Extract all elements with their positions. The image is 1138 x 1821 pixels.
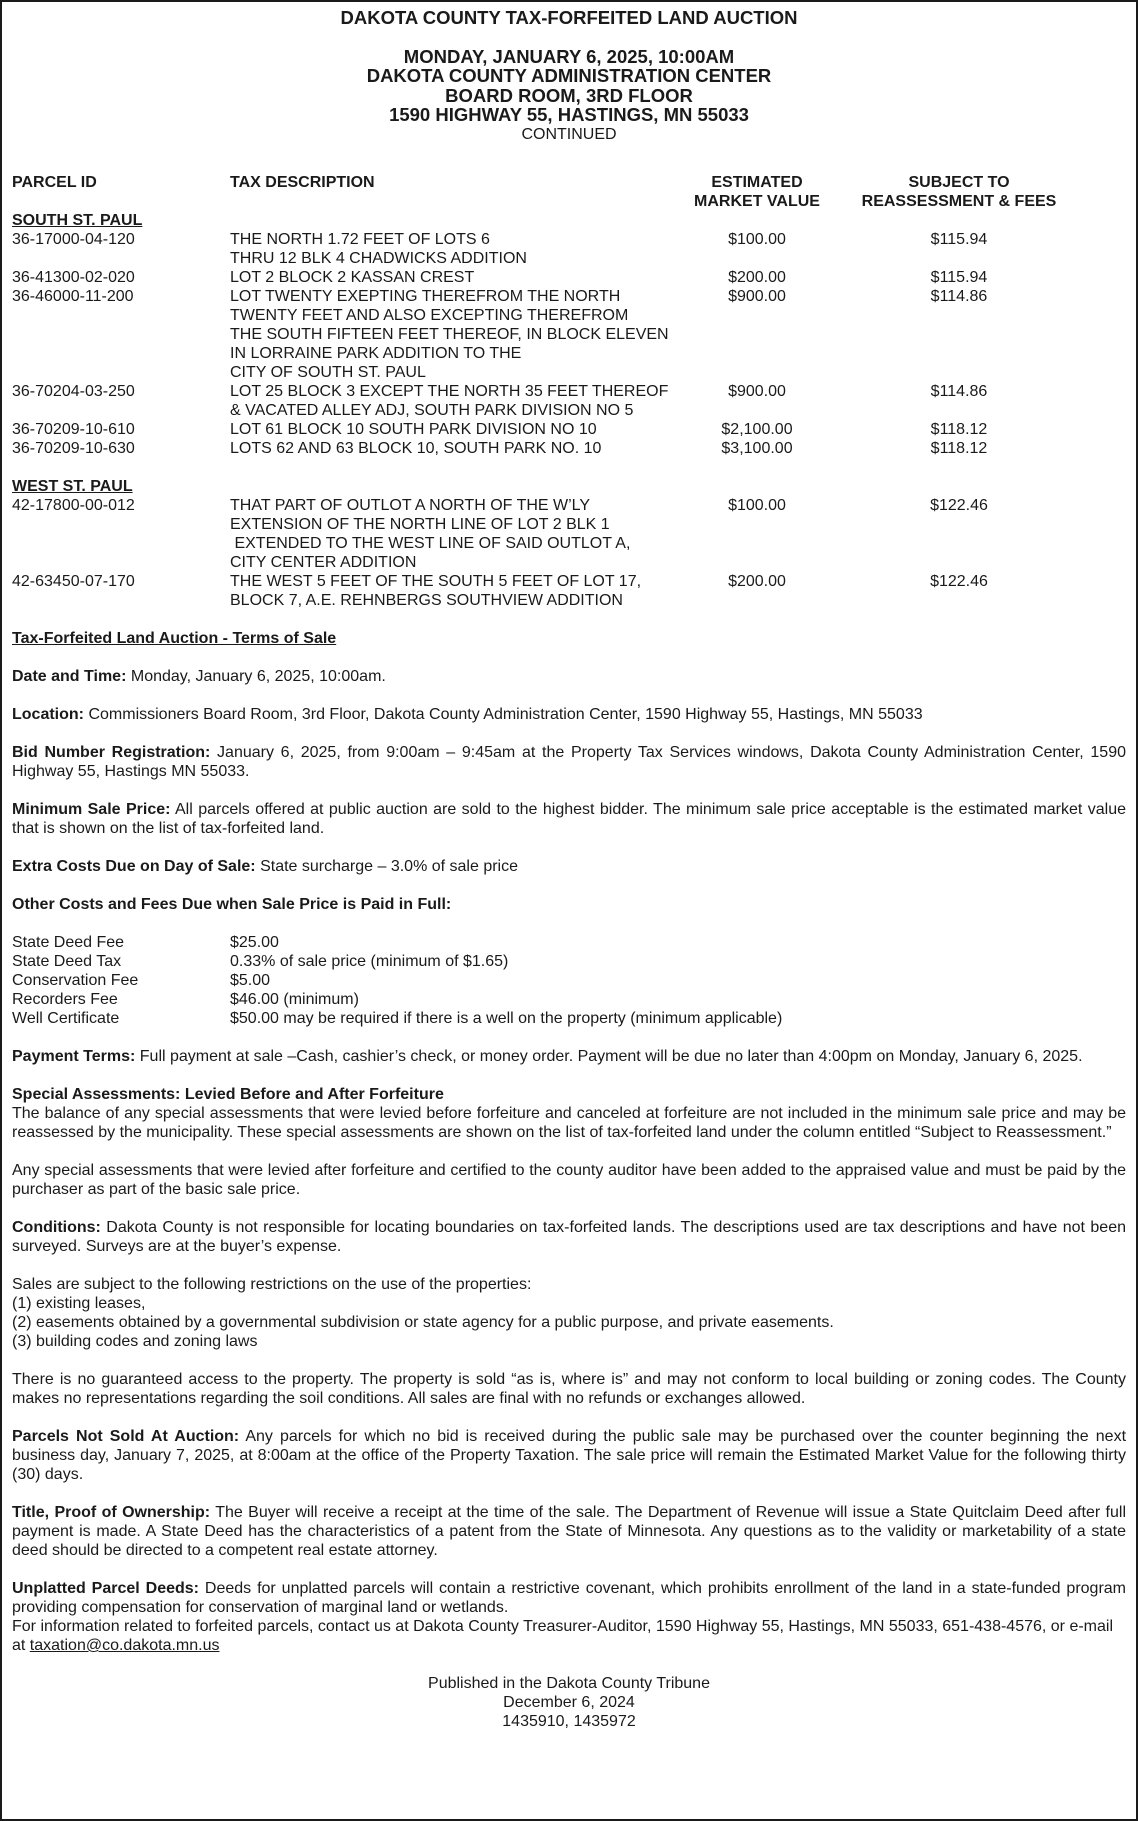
terms-minimum-price [12, 800, 1126, 838]
auction-date: MONDAY, JANUARY 6, 2025, 10:00AM [403, 45, 735, 67]
list-item: (2) easements obtained by a governmental subdivision or state agency for a public purpose, and private easements. [12, 1314, 834, 1331]
parcel-description: LOTS 62 AND 63 BLOCK 10, SOUTH PARK NO. 10 [230, 440, 602, 457]
terms-title-ownership [12, 1503, 1126, 1560]
fee-amount: $25.00 [230, 934, 279, 951]
contact-block [12, 1617, 1126, 1655]
parcel-value: $2,100.00 [721, 421, 793, 438]
col-reassessment: SUBJECT TO REASSESSMENT & FEES [861, 174, 1057, 210]
extra-costs-text: State surcharge – 3.0% of sale price [260, 858, 518, 875]
parcel-value: $200.00 [728, 269, 786, 286]
contact-email-link[interactable]: taxation@co.dakota.mn.us [29, 1637, 220, 1654]
fee-amount: $46.00 (minimum) [230, 991, 359, 1008]
extra-costs-label: Extra Costs Due on Day of Sale: [12, 858, 256, 875]
parcel-fees: $115.94 [930, 231, 988, 248]
parcel-fees: $118.12 [930, 440, 988, 457]
other-costs-label: Other Costs and Fees Due when Sale Price is Paid in Full: [12, 896, 452, 913]
terms-heading: Tax-Forfeited Land Auction - Terms of Sale [12, 630, 337, 647]
parcel-fees: $122.46 [930, 573, 988, 590]
parcel-value: $200.00 [728, 573, 786, 590]
parcel-fees: $118.12 [930, 421, 988, 438]
col-tax-description: TAX DESCRIPTION [230, 174, 375, 191]
terms-special-assessments [12, 1085, 1126, 1142]
parcel-fees: $114.86 [930, 288, 988, 305]
col-parcel-id: PARCEL ID [12, 174, 97, 191]
unplatted-label: Unplatted Parcel Deeds: [12, 1580, 199, 1597]
location-label: Location: [12, 706, 84, 723]
parcel-description: THAT PART OF OUTLOT A NORTH OF THE W’LY EXTENSION OF THE NORTH LINE OF LOT 2 BLK 1 EXTENDED TO THE WEST LINE OF SAID OUTLOT A, CITY CENTER ADDITION [230, 497, 631, 571]
fee-amount: $5.00 [230, 972, 271, 989]
restrictions-block [12, 1275, 1126, 1351]
auction-address: 1590 HIGHWAY 55, HASTINGS, MN 55033 [389, 104, 749, 125]
terms-location [12, 705, 1126, 724]
special-text-1: The balance of any special assessments that were levied before forfeiture and canceled at forfeiture are not included in the minimum sale price and may be reassessed by the municipality. These special assessments are shown on the list of tax-forfeited land under the column entitled “Subject to Reassessment.” [12, 1105, 1126, 1141]
parcel-fees: $122.46 [930, 497, 988, 514]
terms-not-sold [12, 1427, 1126, 1484]
list-item: (1) existing leases, [12, 1295, 146, 1312]
parcel-id: 36-41300-02-020 [12, 269, 135, 286]
fee-name: Recorders Fee [12, 991, 118, 1008]
terms-conditions [12, 1218, 1126, 1256]
parcel-value: $900.00 [728, 288, 786, 305]
notice-header [12, 8, 1126, 144]
list-item [12, 952, 1126, 971]
parcel-description: THE NORTH 1.72 FEET OF LOTS 6 THRU 12 BLK 4 CHADWICKS ADDITION [230, 231, 527, 267]
restrictions-intro: Sales are subject to the following restrictions on the use of the properties: [12, 1276, 532, 1293]
parcel-section [12, 211, 1126, 458]
table-row [12, 382, 1126, 420]
not-sold-label: Parcels Not Sold At Auction: [12, 1428, 240, 1445]
fee-amount: $50.00 may be required if there is a well on the property (minimum applicable) [230, 1010, 783, 1027]
payment-text: Full payment at sale –Cash, cashier’s check, or money order. Payment will be due no later than 4:00pm on Monday, January 6, 2025. [139, 1048, 1083, 1065]
fee-name: State Deed Fee [12, 934, 125, 951]
bid-text: January 6, 2025, from 9:00am – 9:45am at the Property Tax Services windows, Dakota County Administration Center, 1590 Highway 55, Hastings MN 55033. [12, 744, 1126, 780]
parcel-value: $100.00 [728, 231, 786, 248]
conditions-label: Conditions: [12, 1219, 101, 1236]
parcel-description: LOT 25 BLOCK 3 EXCEPT THE NORTH 35 FEET THEREOF & VACATED ALLEY ADJ, SOUTH PARK DIVISION NO 5 [230, 383, 669, 419]
col-market-value: ESTIMATED MARKET VALUE [694, 174, 820, 210]
published-date: December 6, 2024 [503, 1694, 635, 1711]
parcel-value: $3,100.00 [721, 440, 793, 457]
fee-name: Conservation Fee [12, 972, 139, 989]
parcel-value: $900.00 [728, 383, 786, 400]
contact-text: For information related to forfeited parcels, contact us at Dakota County Treasurer-Auditor, 1590 Highway 55, Hastings, MN 55033, 651-438-4576, or e-mail at [12, 1618, 1114, 1654]
table-row [12, 439, 1126, 458]
terms-unplatted [12, 1579, 1126, 1655]
unplatted-text: Deeds for unplatted parcels will contain a restrictive covenant, which prohibits enrollment of the land in a state-funded program providing compensation for conservation of marginal land or wetlands. [12, 1580, 1127, 1616]
list-item [12, 971, 1126, 990]
auction-room: BOARD ROOM, 3RD FLOOR [445, 84, 693, 106]
parcel-id: 36-17000-04-120 [12, 231, 135, 248]
payment-label: Payment Terms: [12, 1048, 136, 1065]
section-name: SOUTH ST. PAUL [12, 212, 143, 229]
bid-label: Bid Number Registration: [12, 744, 211, 761]
parcel-id: 36-70204-03-250 [12, 383, 135, 400]
publication-footer [12, 1674, 1126, 1731]
table-row [12, 230, 1126, 268]
list-item [12, 933, 1126, 952]
parcel-id: 42-17800-00-012 [12, 497, 135, 514]
terms-extra-costs [12, 857, 1126, 876]
publication-ids: 1435910, 1435972 [502, 1713, 636, 1730]
table-row [12, 420, 1126, 439]
fee-name: State Deed Tax [12, 953, 122, 970]
fee-list [12, 933, 1126, 1028]
parcel-id: 36-70209-10-630 [12, 440, 135, 457]
fee-name: Well Certificate [12, 1010, 120, 1027]
table-row [12, 496, 1126, 572]
parcel-id: 36-46000-11-200 [12, 288, 134, 305]
location-text: Commissioners Board Room, 3rd Floor, Dakota County Administration Center, 1590 Highway 55, Hastings, MN 55033 [88, 706, 923, 723]
table-row [12, 572, 1126, 610]
notice-title: DAKOTA COUNTY TAX-FORFEITED LAND AUCTION [340, 7, 798, 28]
title-text: The Buyer will receive a receipt at the time of the sale. The Department of Revenue will issue a State Quitclaim Deed after full payment is made. A State Deed has the characteristics of a patent from the State of Minnesota. Any questions as to the validity or marketability of a state deed should be directed to a competent real estate attorney. [12, 1504, 1127, 1559]
parcel-table-header [12, 173, 1126, 211]
not-sold-text: Any parcels for which no bid is received during the public sale may be purchased over the counter beginning the next business day, January 7, 2025, at 8:00am at the office of the Property Taxation. The sale price will remain the Estimated Market Value for the following thirty (30) days. [12, 1428, 1127, 1483]
parcel-fees: $114.86 [930, 383, 988, 400]
table-row [12, 287, 1126, 382]
auction-venue: DAKOTA COUNTY ADMINISTRATION CENTER [366, 65, 772, 86]
special-text-2: Any special assessments that were levied after forfeiture and certified to the county auditor have been added to the appraised value and must be paid by the purchaser as part of the basic sale price. [12, 1162, 1126, 1198]
parcel-description: LOT TWENTY EXEPTING THEREFROM THE NORTH TWENTY FEET AND ALSO EXCEPTING THEREFROM THE SOUTH FIFTEEN FEET THEREOF, IN BLOCK ELEVEN IN LORRAINE PARK ADDITION TO THE CITY OF SOUTH ST. PAUL [230, 288, 669, 381]
conditions-text: Dakota County is not responsible for locating boundaries on tax-forfeited lands. The descriptions used are tax descriptions and have not been surveyed. Surveys are at the buyer’s expense. [12, 1219, 1126, 1255]
special-label: Special Assessments: Levied Before and After Forfeiture [12, 1086, 444, 1103]
terms-date-time [12, 667, 1126, 686]
published-in: Published in the Dakota County Tribune [428, 1675, 710, 1692]
parcel-fees: $115.94 [930, 269, 988, 286]
parcel-value: $100.00 [728, 497, 786, 514]
parcel-section [12, 477, 1126, 610]
parcel-description: LOT 2 BLOCK 2 KASSAN CREST [230, 269, 475, 286]
list-item: (3) building codes and zoning laws [12, 1333, 258, 1350]
table-row [12, 268, 1126, 287]
section-name: WEST ST. PAUL [12, 478, 133, 495]
list-item [12, 990, 1126, 1009]
terms-payment [12, 1047, 1126, 1066]
list-item [12, 1009, 1126, 1028]
continued-label: CONTINUED [521, 125, 617, 143]
min-price-label: Minimum Sale Price: [12, 801, 171, 818]
date-time-label: Date and Time: [12, 668, 127, 685]
title-label: Title, Proof of Ownership: [12, 1504, 211, 1521]
fee-amount: 0.33% of sale price (minimum of $1.65) [230, 953, 509, 970]
min-price-text: All parcels offered at public auction are sold to the highest bidder. The minimum sale price acceptable is the estimated market value that is shown on the list of tax-forfeited land. [12, 801, 1127, 837]
date-time-text: Monday, January 6, 2025, 10:00am. [130, 668, 386, 685]
parcel-id: 36-70209-10-610 [12, 421, 135, 438]
parcel-id: 42-63450-07-170 [12, 573, 135, 590]
parcel-description: LOT 61 BLOCK 10 SOUTH PARK DIVISION NO 10 [230, 421, 597, 438]
terms-bid-registration [12, 743, 1126, 781]
parcel-description: THE WEST 5 FEET OF THE SOUTH 5 FEET OF LOT 17, BLOCK 7, A.E. REHNBERGS SOUTHVIEW ADDITION [230, 573, 642, 609]
access-text: There is no guaranteed access to the property. The property is sold “as is, where is” and may not conform to local building or zoning codes. The County makes no representations regarding the soil conditions. All sales are final with no refunds or exchanges allowed. [12, 1371, 1126, 1407]
